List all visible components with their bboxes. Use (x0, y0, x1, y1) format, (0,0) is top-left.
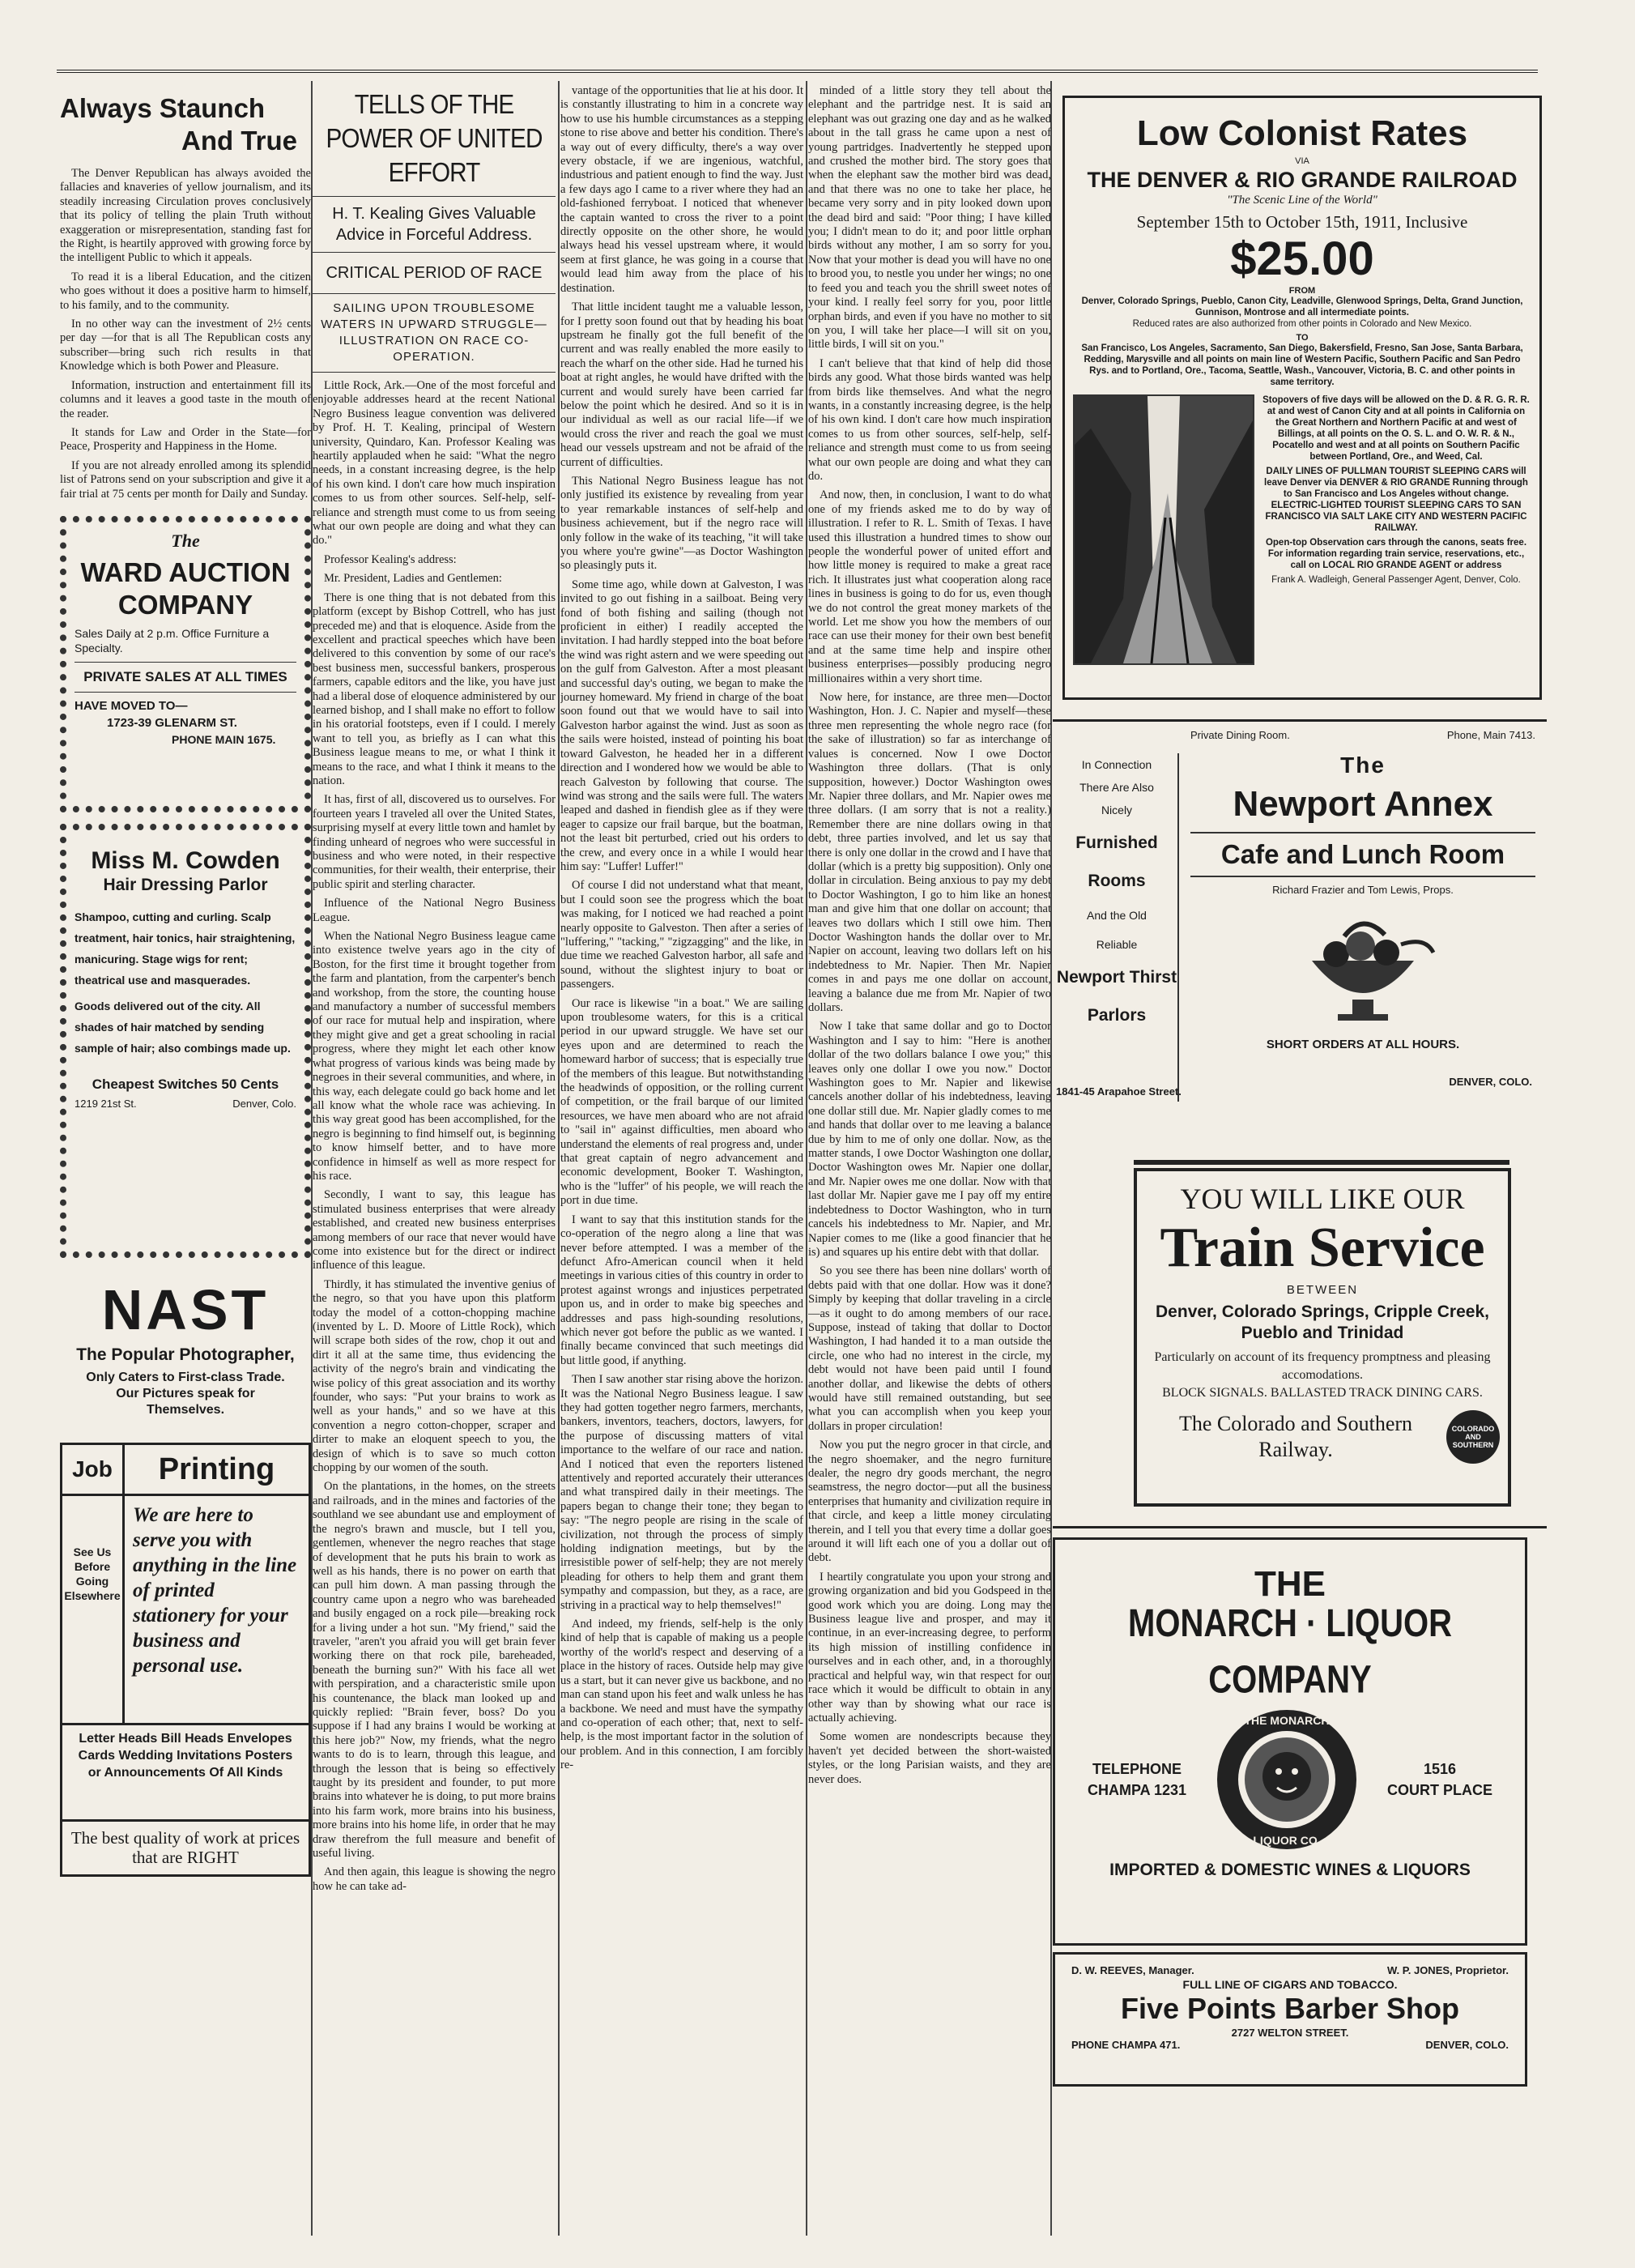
article-body-col-4 (808, 84, 1051, 1787)
newport-line: Rooms (1088, 872, 1146, 890)
article-paragraph: There is one thing that is not debated from this platform (except by Bishop Cottrell, who has just preceded me) and that is eloquence. Aside from the excellent and practical speeches which have been delivered to this convention by some of our race's best business men, successful bankers, prosperous farmers, capable editors and the like, you have just had a liberal dose of eloquence administered by our learned bishop, and I shall make no effort to follow in his oratorial footsteps, even if I could. I merely want to tell you, as briefly as I can what this Business league means to me, or what I think it means to the race, and what I think it means to the nation. (313, 590, 556, 787)
newport-short: SHORT ORDERS AT ALL HOURS. (1266, 1038, 1460, 1051)
staunch-para: To read it is a liberal Education, and the citizen who goes without it does a positive harm to himself, to his family, and to the community. (60, 270, 311, 312)
train-big: Train Service (1160, 1217, 1485, 1279)
barber-name: Five Points Barber Shop (1120, 1992, 1460, 2025)
cowden-switch: Cheapest Switches 50 Cents (92, 1076, 279, 1092)
article-paragraph: Some time ago, while down at Galveston, I was invited to go out fishing in a sailboat. Being very fond of both fishing and sailing (though not proficient in either) I readily accepted the invitation. I had hardly stepped into the boat before the wind was right astern and we were speeding out on the gulf from Galveston. After a most pleasant and successful day's outing, we began to make the journey homeward. My friend in charge of the boat soon found out that we would have to sail into Galveston harbor against the wind. Just as soon as the sails were hoisted, instead of pointing his boat toward Galveston, he headed her in a different direction and I wondered how we would be able to reach Galveston by following that course. The wind was strong and the sails were full. The waters leaped and dashed in fiendish glee as if they were eager to capsize our frail barque, but the boatman, not the least bit perturbed, cried out his orders to the crew, and every once in a while I would hear him say: "Luffer! Luffer!" (560, 578, 803, 873)
monarch-liquor-ad (1053, 1537, 1527, 1946)
monarch-seal-top: THE MONARCH (1244, 1714, 1330, 1727)
train-pre: YOU WILL LIKE OUR (1180, 1183, 1465, 1215)
staunch-para: It stands for Law and Order in the State—for Peace, Prosperity and Happiness in the Home. (60, 425, 311, 454)
article-body-col-3 (560, 84, 803, 1773)
rates-daily: DAILY LINES OF PULLMAN TOURIST SLEEPING CARS will leave Denver via DENVER & RIO GRANDE Running through to San Francisco and Los Angeles without change. ELECTRIC-LIGHTED TOURIST SLEEPING CARS TO SAN FRANCISCO VIA SALT LAKE CITY AND WESTERN PACIFIC RAILWAY. (1264, 467, 1528, 533)
ward-name: WARD AUCTION COMPANY (80, 556, 291, 620)
staunch-title-2: And True (181, 126, 298, 156)
rates-via: VIA (1295, 156, 1309, 166)
staunch-body (60, 167, 311, 501)
canyon-picture (1075, 396, 1253, 663)
monarch-foot: IMPORTED & DOMESTIC WINES & LIQUORS (1109, 1861, 1471, 1879)
rates-agent: Frank A. Wadleigh, General Passenger Agent, Denver, Colo. (1271, 575, 1521, 585)
cowden-ad (60, 824, 311, 1258)
monarch-the: THE (1254, 1564, 1326, 1604)
newport-line: Newport Thirst (1056, 968, 1177, 987)
article-deck-3: SAILING UPON TROUBLESOME WATERS IN UPWARD STRUGGLE—ILLUSTRATION ON RACE CO-OPERATION. (321, 301, 547, 364)
column-rule (558, 81, 560, 2236)
ward-line-2: PRIVATE SALES AT ALL TIMES (83, 668, 287, 684)
nast-ad (60, 1279, 311, 1418)
rates-price: $25.00 (1230, 232, 1374, 285)
job-items: Letter Heads Bill Heads Envelopes Cards Wedding Invitations Posters or Announcements Of All Kinds (62, 1723, 309, 1819)
article-paragraph: It has, first of all, discovered us to ourselves. For fourteen years I traveled all over the United States, surprising myself at every little town and hamlet by finding unheard of negroes who were successful in business and who were noted, in their respective communities, for their wealth, their enterprise, their public spirit and sterling character. (313, 793, 556, 891)
cowden-addr: 1219 21st St. (75, 1097, 137, 1110)
rates-reduced: Reduced rates are also authorized from other points in Colorado and New Mexico. (1132, 319, 1472, 329)
article-deck-2: CRITICAL PERIOD OF RACE (326, 264, 543, 282)
newport-line: Reliable (1096, 938, 1138, 951)
article-paragraph: Mr. President, Ladies and Gentlemen: (324, 572, 502, 586)
ward-auction-ad (60, 516, 311, 812)
article-paragraph: And then again, this league is showing the negro how he can take ad- (313, 1865, 556, 1893)
train-service-ad (1134, 1168, 1511, 1507)
divider (75, 662, 296, 663)
column-3 (560, 84, 803, 1778)
divider (313, 196, 556, 197)
article-paragraph: Some women are nondescripts because they haven't yet decided between the short-waisted styles, or the long Parisian waists, and they are never does. (808, 1730, 1051, 1786)
column-1 (60, 81, 311, 1888)
newport-line: Parlors (1087, 1006, 1147, 1025)
article-paragraph: Thirdly, it has stimulated the inventive genius of the negro, so that you have upon this platform today the model of a cotton-chopping machine (invented by L. D. Moore of Little Rock), which will scrape both sides of the row, chop it out and dirt it all at the same time, thus evidencing the activity of the negro's brain and vindicating the wise policy of this great association and its worthy founder, who says: "Put your brains to work as well as your hands," and so we have at this convention a negro cotton-chopper, scraper and dirter to make an eloquent speech to you, the design of which is to save so much cotton chopping by our women of the south. (313, 1277, 556, 1475)
train-cities: Denver, Colorado Springs, Cripple Creek, Pueblo and Trinidad (1156, 1302, 1489, 1342)
cowden-sub: Hair Dressing Parlor (103, 875, 268, 894)
article-paragraph: I want to say that this institution stands for the co-operation of the negro along a line that was never before attempted. I was a member of the defunct Afro-American council when it held meetings in various cities of this country in order to protest against wrongs and injustices perpetrated upon us, and in order to make big speeches and addresses and pass high-sounding resolutions, which never got before the public as we wanted. I finally became convinced that such meetings did but little good, if anything. (560, 1213, 803, 1367)
barber-phone: PHONE CHAMPA 471. (1071, 2039, 1181, 2051)
divider (1134, 1160, 1509, 1165)
staunch-para: The Denver Republican has always avoided the fallacies and knaveries of yellow journalism, and its steadily increasing Circulation proves conclusively that its policy of telling the plain Truth without exaggeration or misrepresentation, standing fast for the Right, is heartily approved with growing force by the intelligent Public to which it appeals. (60, 167, 311, 265)
newport-annex-ad (1053, 729, 1547, 1150)
newport-cafe: Cafe and Lunch Room (1190, 832, 1535, 877)
staunch-heading (60, 92, 311, 157)
job-side: See Us Before Going Elsewhere (62, 1496, 125, 1723)
train-part: Particularly on account of its frequency promptness and pleasing accomodations. (1154, 1350, 1491, 1382)
monarch-court: COURT PLACE (1386, 1782, 1492, 1798)
barber-full: FULL LINE OF CIGARS AND TOBACCO. (1182, 1978, 1398, 1991)
newport-addr: 1841-45 Arapahoe Street. (1056, 1085, 1182, 1098)
barber-city: DENVER, COLO. (1425, 2039, 1509, 2051)
monarch-tel: TELEPHONE (1092, 1761, 1182, 1777)
divider (1053, 719, 1547, 722)
article-paragraph: Influence of the National Negro Business League. (313, 897, 556, 924)
ward-line-1: Sales Daily at 2 p.m. Office Furniture a Specialty. (75, 626, 270, 654)
article-paragraph: And now, then, in conclusion, I want to do what one of my friends asked me to do by way of illustration. I refer to R. L. Smith of Texas. I have used this illustration a hundred times to show our people the wonderful power of united effort and how little money is required to make a great race rich. It illustrates just what cooperation along race lines in business is going to do for us, even though we do not control the great money markets of the world. Let me show you how the members of our race can use their money for their own best benefit and at the same time help and inspire other business enterprises—possibly producing negro millionaires within a very short time. (808, 488, 1051, 685)
article-body-col-2 (313, 379, 556, 1894)
newport-the: The (1340, 752, 1386, 778)
newport-city: DENVER, COLO. (1449, 1076, 1532, 1088)
train-block: BLOCK SIGNALS. BALLASTED TRACK DINING CARS. (1162, 1386, 1483, 1400)
rates-stopovers: Stopovers of five days will be allowed on the D. & R. G. R. R. at and west of Canon City and at all points in California on the Great Northern and Northern Pacific at and west of Billings, at all points on the O. S. L. and O. W. R. & N., Pocatello and west and at all points on Southern Pacific between Portland, Ore., and Weed, Cal. (1262, 395, 1530, 462)
cowden-city: Denver, Colo. (232, 1097, 296, 1110)
article-paragraph: This National Negro Business league has not only justified its existence by revealing from year to year remarkable instances of self-help and business achievement, but if the negro race will only follow in the wake of its teaching, "it will take you where you're gwine"—as Doctor Washington so pleasingly puts it. (560, 474, 803, 573)
divider (313, 293, 556, 294)
rates-road: THE DENVER & RIO GRANDE RAILROAD (1087, 168, 1518, 192)
nast-line: Only Caters to First-class Trade. Our Pictures speak for Themselves. (86, 1370, 285, 1417)
newport-line: Furnished (1075, 833, 1158, 852)
job-footer: The best quality of work at prices that are RIGHT (62, 1819, 309, 1874)
staunch-para: If you are not already enrolled among its splendid list of Patrons send on your subscription and give it a fair trial at 75 cents per month for Daily and Sunday. (60, 458, 311, 501)
newport-line: Nicely (1101, 804, 1133, 816)
column-4 (808, 84, 1051, 1792)
article-paragraph: On the plantations, in the homes, on the streets and railroads, and in the mines and factories of the southland we see abundant use and employment of the negro's brawn and muscle, but I tell you, gentlemen, whenever the negro reaches that stage of development that he puts his brain to work as well as his hands, there is no power on earth that can pull him down. A man passing through the country came upon a negro who was bareheaded and busily engaged on a rock pile—breaking rock for a living under a hot sun. "My friend," said the traveler, "aren't you afraid you will get brain fever working there on that rock pile, bareheaded, beneath the burning sun?" With his face all wet with perspiration, and a characteristic smile upon his countenance, the black man looked up and quickly replied: "Brain fever, boss? Do you suppose if I had any brains I would be working at this here job?" Now, my friends, what the negro wants to do is to learn, through this league, and through the lesson that is being so effectively taught by its president and founder, to put more brains into whatever he is doing, to put more brains into his farm work, more brains into his business, more brains into his home life, in order that he may draw therefrom the full measure and benefit of useful living. (313, 1480, 556, 1861)
article-paragraph: Now I take that same dollar and go to Doctor Washington and I say to him: "Here is another dollar of the two dollars balance I owe you;" this leaves only one dollar I owe you now." Doctor Washington goes to Mr. Napier and likewise cancels another dollar of his indebtedness, leaving one dollar still due. Mr. Napier gladly comes to me and hands that dollar over to me leaving a balance due by him to me of only one dollar. Now, as the matter stands, I owe Doctor Washington one dollar, Doctor Washington owes Mr. Napier one dollar, and Mr. Napier owes me one dollar. Now with that last dollar Mr. Napier gave me I pay off my entire indebtedness to Doctor Washington, who in turn cancels his indebtedness to Mr. Napier, and Mr. Napier comes to me (like a good financier that he is) and squares up his entire debt with that dollar. (808, 1020, 1051, 1259)
page-top-rule (57, 70, 1538, 73)
newport-phone: Phone, Main 7413. (1446, 729, 1535, 741)
rates-cities: Denver, Colorado Springs, Pueblo, Canon City, Leadville, Glenwood Springs, Delta, Grand Junction, Gunnison, Montrose and all intermediate points. (1081, 296, 1523, 318)
nast-sub: The Popular Photographer, (76, 1345, 295, 1364)
newport-line: There Are Also (1079, 781, 1154, 794)
article-paragraph: Of course I did not understand what that meant, but I could soon see the progress which the boat was making, for I noticed we had reached a point nearly opposite to Galveston. Then after a series of "luffering," "tacking," "zigzagging" and the like, in due time we reached Galveston harbor, all safe and sound, without the slightest injury to boat or passengers. (560, 879, 803, 991)
article-paragraph: That little incident taught me a valuable lesson, for I pretty soon found out that by heading his boat upstream he finally got the full benefit of the current and was really enabled the more easily to reach the wharf on the other side. Had he turned his boat at right angles, he would have drifted with the current and would surely have been carried far below the point which he desired. And so it is in our individual as well as our racial life—if we would cross the river and reach the goal we must head our vessels upstream and not be afraid of the current of difficulties. (560, 301, 803, 469)
newport-line: And the Old (1087, 909, 1147, 922)
job-printing-ad (60, 1443, 311, 1877)
article-headline: TELLS OF THE POWER OF UNITED EFFORT (326, 89, 543, 187)
article-paragraph: Now you put the negro grocer in that circle, and the negro shoemaker, and the negro furniture dealer, the negro dry goods merchant, the negro seamstress, the negro doctor—put all the business enterprises that humanity and civilization require in that circle, and keep a little money circulating therein, and I tell you that every time a dollar goes around it will lift each one of you a dollar out of debt. (808, 1439, 1051, 1565)
staunch-para: In no other way can the investment of 2½ cents per day —for that is all The Republican costs any subscriber—bring such rich results in that Knowledge which is both Power and Pleasure. (60, 318, 311, 373)
barber-shop-ad (1053, 1952, 1527, 2087)
cowden-body-1: Shampoo, cutting and curling. Scalp treatment, hair tonics, hair straightening, manicuring. Stage wigs for rent; theatrical use and masquerades. (75, 910, 296, 987)
divider (1053, 1526, 1547, 1528)
ward-line-5: PHONE MAIN 1675. (172, 732, 276, 746)
cowden-body-2: Goods delivered out of the city. All shades of hair matched by sending sample of hair; also combings made up. (75, 999, 291, 1055)
ward-line-4: 1723-39 GLENARM ST. (107, 715, 237, 730)
article-paragraph: Professor Kealing's address: (324, 552, 457, 566)
job-script: We are here to serve you with anything in the line of printed stationery for your business and personal use. (133, 1503, 297, 1677)
divider (313, 252, 556, 253)
article-paragraph: And indeed, my friends, self-help is the only kind of help that is capable of making us a people worthy of the world's respect and deserving of a place in the history of races. Outside help may give us a start, but it can never give us backbone, and no man can stand upon his feet and walk unless he has a backbone. We need and must have the sympathy and co-operation of each other; that, next to self-help, is the most important factor in the solution of our problem. And in this connection, I am forcibly re- (560, 1618, 803, 1772)
newport-props: Richard Frazier and Tom Lewis, Props. (1272, 884, 1454, 896)
rates-open: Open-top Observation cars through the canons, seats free. For information regarding train service, reservations, etc., call on LOCAL RIO GRANDE AGENT or address (1265, 538, 1527, 570)
article-paragraph: vantage of the opportunities that lie at his door. It is constantly illustrating to him in a concrete way how to use his humble circumstances as a stepping stone to rise above and better his condition. There's a way out of every difficulty, there's a way over every obstacle, if we are ingenious, watchful, industrious and patient enough to find the way. Just a few days ago I came to a river where they had an old-fashioned ferryboat. I noticed that whenever the captain wanted to cross the river to a point directly opposite on the other shore, he would always head his vessel upstream where, it would seem at first glance, he was going in a course that would lead him away from the place of his destination. (560, 84, 803, 295)
article-paragraph: I can't believe that that kind of help did those birds any good. What those birds wanted was help from birds like themselves. And what the negro wants, in a constantly increasing degree, is the help of his own kind. I don't care how much inspiration comes to us from other sources, self-help, self-reliance and strength must come to us from seeing what our own people are doing and what they can do. (808, 356, 1051, 483)
rates-dest: San Francisco, Los Angeles, Sacramento, San Diego, Bakersfield, Fresno, San Jose, Santa Barbara, Redding, Marysville and all points on main line of Western Pacific, Southern Pacific and San Pedro Rys. and to Portland, Ore., Tacoma, Seattle, Wash., Vancouver, Victoria, B. C. and other points in same territory. (1081, 343, 1523, 387)
barber-addr: 2727 WELTON STREET. (1231, 2027, 1349, 2039)
nast-name: NAST (101, 1277, 270, 1341)
staunch-title-1: Always Staunch (60, 93, 266, 123)
article-paragraph: Little Rock, Ark.—One of the most forceful and enjoyable addresses heard at the recent National Negro Business league convention was delivered by Prof. H. T. Kealing, principal of Western university, Quindaro, Kan. Professor Kealing was heartily applauded when he said: "What the negro needs, in a constant increasing degree, is the help of his own kind. I don't care how much inspiration comes to us from other sources. Self-help, self-reliance and strength must come to us from seeing what our own people are doing and what they can do." (313, 379, 556, 548)
barber-prop: W. P. JONES, Proprietor. (1386, 1964, 1509, 1976)
rates-tag: "The Scenic Line of the World" (1227, 194, 1377, 207)
monarch-seal-bottom: LIQUOR CO. (1253, 1834, 1321, 1847)
rates-dates: September 15th to October 15th, 1911, Inclusive (1136, 212, 1468, 232)
monarch-name: MONARCH · LIQUOR COMPANY (1128, 1601, 1452, 1702)
rates-to: TO (1296, 333, 1309, 343)
colonist-rates-ad (1062, 96, 1542, 700)
article-deck-1: H. T. Kealing Gives Valuable Advice in Forceful Address. (332, 205, 536, 244)
column-2 (313, 81, 556, 1899)
monarch-num: 1516 (1423, 1761, 1456, 1777)
article-paragraph: Then I saw another star rising above the horizon. It was the National Negro Business league. I saw they had gotten together negro farmers, merchants, bankers, inventors, teachers, doctors, lawyers, for the purpose of discussing matters of vital importance to the welfare of our race and nation. And I noticed that even the reporters listened attentively and reported accurately their utterances and what transpired daily in their meetings. The papers began to change their tone; they began to say: "The negro people are rising in the scale of civilization, not through the process of simply holding indignation meetings, but by the irresistible power of self-help; they are not merely pleading for others to help them and grant them sympathy and compassion, but they, as a race, are striving in a practical way to help themselves!" (560, 1373, 803, 1612)
divider (313, 372, 556, 373)
ward-the: The (171, 530, 200, 551)
cowden-name: Miss M. Cowden (91, 846, 280, 874)
article-paragraph: I heartily congratulate you upon your strong and growing organization and bid you Godspeed in the good work which you are doing. Long may the Business league live and prosper, and may it continue, in an ever-increasing degree, to perform its high mission of instilling confidence in ourselves and in each other, and, in a thoroughly practical and helpful way, win that respect for our race which it would be difficult to obtain in any other way than by showing what our race is actually achieving. (808, 1570, 1051, 1724)
article-paragraph: minded of a little story they tell about the elephant and the partridge nest. It is said an elephant was out grazing one day and as he walked about in the tall grass he came upon a nest of young partridges. Inadvertently he stepped upon and crushed the mother bird. The story goes that when the elephant saw the mother bird was dead, and that there was no one to take her place, he became very sorry and in pity looked down upon the dead bird and said: "Poor thing; I have killed you; I didn't mean to do it; and poor little orphan birds without any mother, I am so sorry for you. Now that your mother is dead you will have no one to brood you, to nestle you under her wings; no one to feed you and teach you the shrill sweet notes of your kind. I really feel sorry for you, poor little orphan birds, and even if you have no mother to sit on you, I will take her place—I will sit on you, little birds, I will sit on you." (808, 84, 1051, 352)
railway-logo: COLORADO AND SOUTHERN (1446, 1410, 1500, 1464)
newport-line: In Connection (1081, 758, 1152, 771)
canyon-illustration (1073, 394, 1254, 665)
article-paragraph: So you see there has been nine dollars' worth of debts paid with that one dollar. How was it done? Simply by keeping that dollar traveling in a circle—as it ought to do among members of our race. Suppose, instead of taking that dollar to Doctor Washington, I had handed it to a man outside the circle, one who had no interest in the circle, my debt would not have been paid until I found another dollar, and likewise the debts of others would have still remained outstanding, but see what you can accomplish when you keep your dollars in proper circulation! (808, 1264, 1051, 1433)
staunch-para: Information, instruction and entertainment fill its columns and it leaves a good taste in the mouth of the reader. (60, 378, 311, 420)
monarch-lion-seal (1214, 1707, 1360, 1852)
rates-from: FROM (1288, 286, 1316, 296)
article-paragraph: When the National Negro Business league came into existence twelve years ago in the city of Boston, for the first time it brought together from the farm and plantation, from the carpenter's bench and workshop, from the store, the counting house and manufactory a number of successful members of our race for mutual help and inspiration, where they might give and get a great schooling in racial progress, where they might let each other know what progress of various kinds was being made by negroes in their several communities, and where, in this way, each delegate could go back home and let all know what the whole race was achieving. In this way great good has been accomplished, for the negro is beginning to find himself out, is beginning to know himself better, and to have more confidence in himself as well as more respect for his race. (313, 930, 556, 1183)
newport-name: Newport Annex (1233, 784, 1493, 824)
column-rule (806, 81, 807, 2236)
train-between: BETWEEN (1286, 1283, 1359, 1297)
newport-private: Private Dining Room. (1190, 729, 1290, 741)
monarch-champa: CHAMPA 1231 (1088, 1782, 1187, 1798)
ward-line-3: HAVE MOVED TO— (75, 698, 188, 713)
article-paragraph: Secondly, I want to say, this league has stimulated business enterprises that were already established, and created new business enterprises among members of our race that never would have come into existence but for the direct or indirect influence of this league. (313, 1188, 556, 1273)
divider (75, 692, 296, 693)
barber-mgr: D. W. REEVES, Manager. (1071, 1964, 1194, 1976)
job-printing: Printing (158, 1452, 275, 1486)
article-paragraph: Now here, for instance, are three men—Doctor Washington, Hon. J. C. Napier and myself—these three men representing the whole negro race (for the sake of illustration) so far as interchange of values is concerned. Now I owe Doctor Washington three dollars. (That is only supposition, however.) Doctor Washington owes Mr. Napier three dollars, and Mr. Napier owes me three dollars. (I am sorry that is not a reality.) Remember there are nine dollars owing in that debt, three parties involved, and let us say that there is only one dollar in the crowd and I have that dollar (which is a pretty big supposition). Only one dollar in circulation. Being anxious to pay my debt to Doctor Washington, I go to him like an honest man and give him that one dollar on account; that leaves two dollars which I still owe him. Then Doctor Washington hands the dollar over to Mr. Napier on account, leaving two dollars left on his indebtedness to Mr. Napier. Then Mr. Napier comes in and pays me one dollar on account, leaving a balance due me from Mr. Napier of two dollars. (808, 691, 1051, 1014)
fruit-basket-icon (1182, 904, 1543, 1034)
article-paragraph: Our race is likewise "in a boat." We are sailing upon troublesome waters, for this is a critical period in our upward struggle. We have set our eyes upon and are determined to reach the homeward harbor of success; that is especially true of the members of this league. But notwithstanding the headwinds of opposition, or the rolling current of competition, or the frail barque of our limited resources, we have men aboard who are not afraid to "sail in" against difficulties, men aboard who understand the elements of real progress and, under that great captain of negro advancement and economic development, Booker T. Washington, who is the "luffer" of his people, we will reach the port in due time. (560, 996, 803, 1208)
rates-title: Low Colonist Rates (1136, 113, 1468, 153)
newport-left-panel (1056, 753, 1179, 1102)
job-label: Job (62, 1445, 125, 1494)
train-company: The Colorado and Southern Railway. (1178, 1412, 1413, 1461)
